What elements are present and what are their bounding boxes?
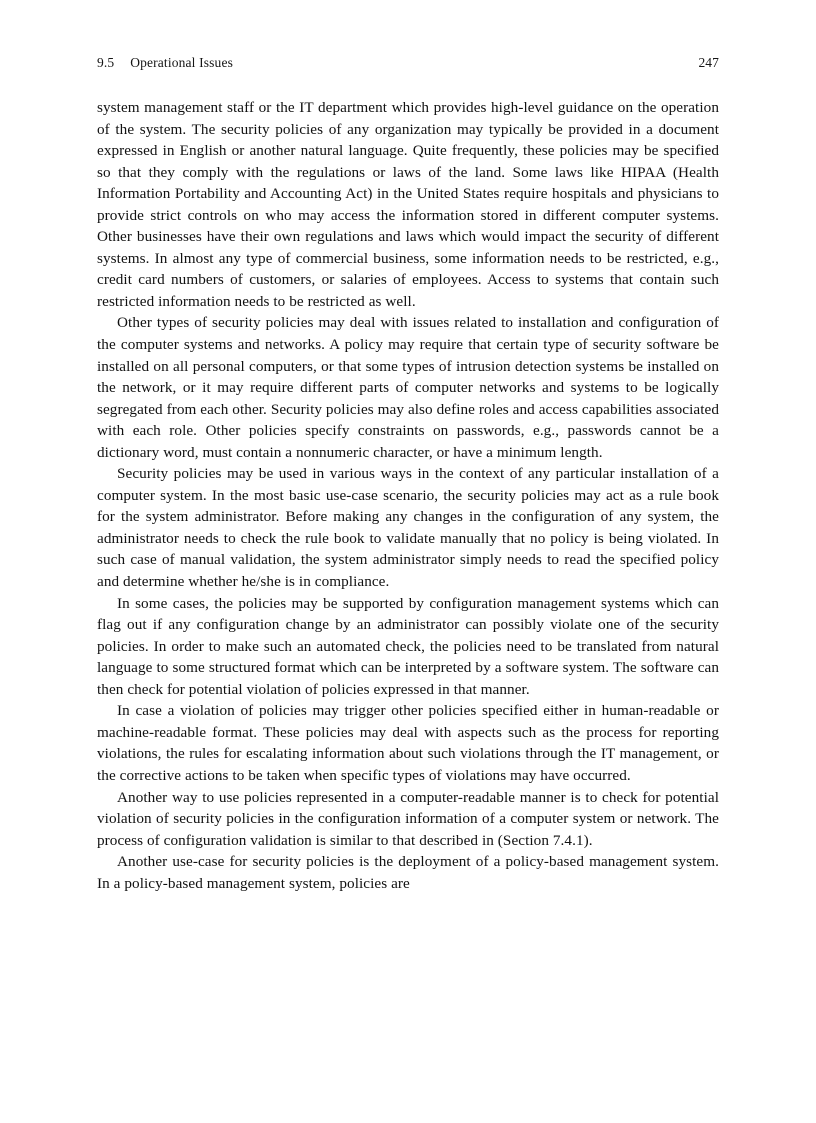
paragraph-1: system management staff or the IT department which provides high-level guidance on the operation of the system. The security policies of any organization may typically be provided in a document expressed in English or another natural language. Quite frequently, these policies may be specified so that they comply with the regulations or laws of the land. Some laws like HIPAA (Health Information Portability and Accounting Act) in the United States require hospitals and physicians to provide strict controls on who may access the information stored in different computer systems. Other businesses have their own regulations and laws which would impact the security of different systems. In almost any type of commercial business, some information needs to be restricted, e.g., credit card numbers of customers, or salaries of employees. Access to systems that contain such restricted information needs to be restricted as well. <box>97 99 719 310</box>
paragraph-3: Security policies may be used in various ways in the context of any particular installation of a computer system. In the most basic use-case scenario, the security policies may act as a rule book for the system administrator. Before making any changes in the configuration of any system, the administrator needs to check the rule book to validate manually that no policy is being violated. In such case of manual validation, the system administrator simply needs to read the specified policy and determine whether he/she is in compliance. <box>97 465 719 591</box>
paragraph-2: Other types of security policies may deal with issues related to installation and configuration of the computer systems and networks. A policy may require that certain type of security software be installed on all personal computers, or that some types of intrusion detection systems be installed on the network, or it may require different parts of computer networks and systems to be logically segregated from each other. Security policies may also define roles and access capabilities associated with each role. Other policies specify constraints on passwords, e.g., passwords cannot be a dictionary word, must contain a nonnumeric character, or have a minimum length. <box>97 314 719 461</box>
paragraph-5: In case a violation of policies may trigger other policies specified either in human-readable or machine-readable format. These policies may deal with aspects such as the process for reporting violations, the rules for escalating information about such violations through the IT management, or the corrective actions to be taken when specific types of violations may have occurred. <box>97 702 719 784</box>
paragraph-7: Another use-case for security policies is the deployment of a policy-based management system. In a policy-based management system, policies are <box>97 853 719 892</box>
page-number: 247 <box>698 55 719 70</box>
running-head-section-number: 9.5 <box>97 55 115 70</box>
running-head-title: Operational Issues <box>130 55 233 70</box>
paragraph-6: Another way to use policies represented in a computer-readable manner is to check for potential violation of security policies in the configuration information of a computer system or network. The process of configuration validation is similar to that described in (Section 7.4.1). <box>97 788 719 849</box>
running-head-left <box>97 55 233 71</box>
body-text <box>97 97 719 894</box>
paragraph-4: In some cases, the policies may be supported by configuration management systems which can flag out if any configuration change by an administrator can possibly violate one of the security policies. In order to make such an automated check, the policies need to be translated from natural language to some structured format which can be interpreted by a software system. The software can then check for potential violation of policies expressed in that manner. <box>97 594 719 698</box>
page-content <box>97 55 719 894</box>
running-head <box>97 55 719 75</box>
